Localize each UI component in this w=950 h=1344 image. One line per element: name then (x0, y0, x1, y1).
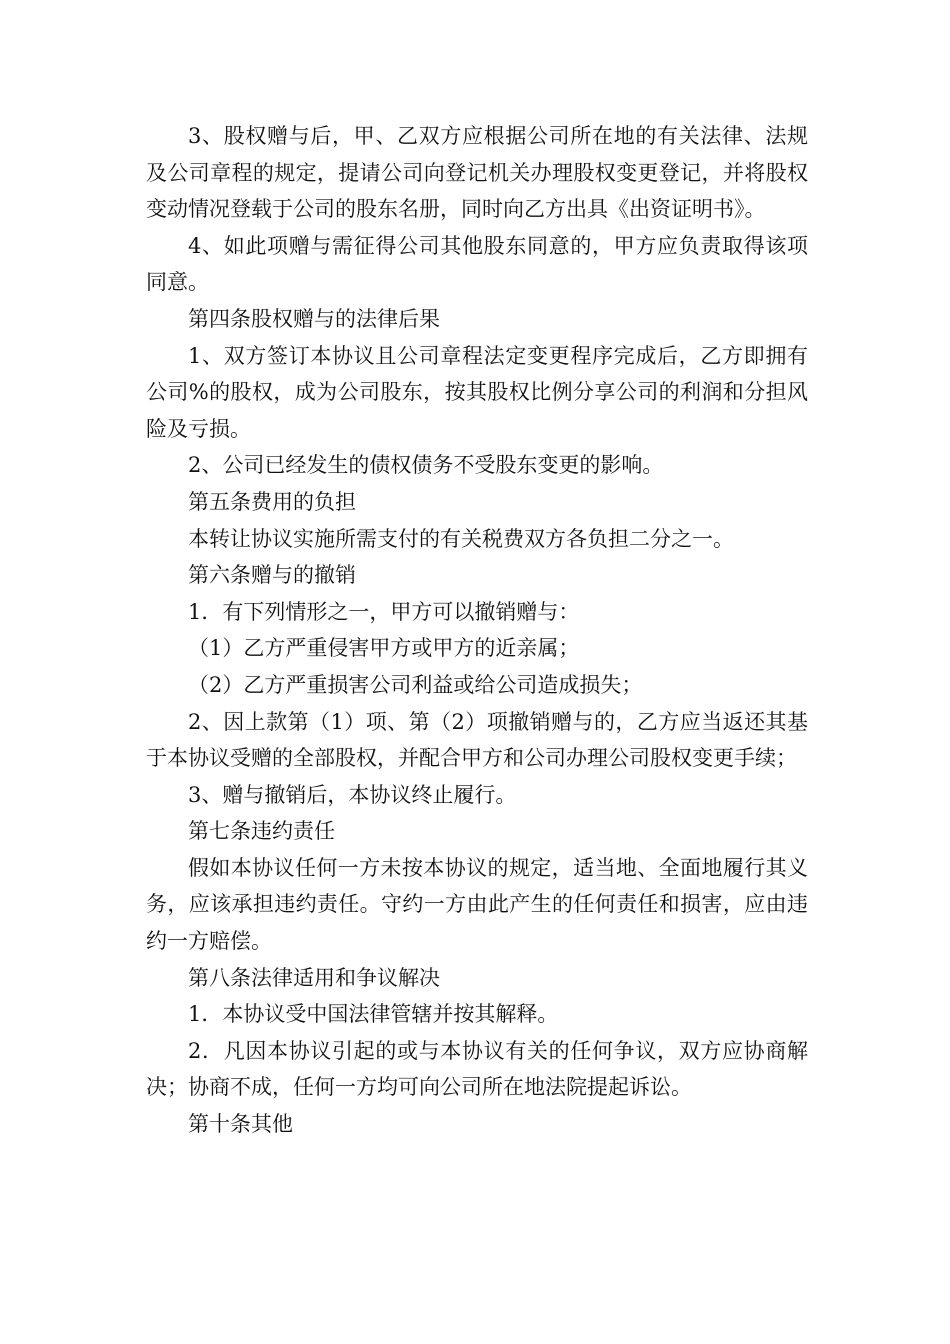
section-heading-article-5: 第五条费用的负担 (188, 489, 356, 514)
paragraph-dispute-resolution: 2．凡因本协议引起的或与本协议有关的任何争议，双方应协商解决；协商不成，任何一方均可向公司所在地法院提起诉讼。 (146, 1038, 808, 1100)
paragraph-revocation-item-1: （1）乙方严重侵害甲方或甲方的近亲属； (188, 636, 580, 661)
paragraph-debts: 2、公司已经发生的债权债务不受股东变更的影响。 (188, 453, 664, 478)
document-body (146, 118, 808, 1143)
section-heading-article-10: 第十条其他 (188, 1112, 293, 1137)
paragraph-revocation-conditions: 1．有下列情形之一，甲方可以撤销赠与： (188, 599, 580, 624)
section-heading-article-7: 第七条违约责任 (188, 819, 335, 844)
paragraph-governing-law: 1．本协议受中国法律管辖并按其解释。 (188, 1002, 559, 1027)
paragraph-revocation-item-2: （2）乙方严重损害公司利益或给公司造成损失； (188, 672, 643, 697)
paragraph-equity-ownership: 1、双方签订本协议且公司章程法定变更程序完成后，乙方即拥有公司%的股权，成为公司股东，按其股权比例分享公司的利润和分担风险及亏损。 (146, 343, 808, 441)
section-heading-article-6: 第六条赠与的撤销 (188, 563, 356, 588)
paragraph-taxes: 本转让协议实施所需支付的有关税费双方各负担二分之一。 (188, 526, 734, 551)
paragraph-return-equity: 2、因上款第（1）项、第（2）项撤销赠与的，乙方应当返还其基于本协议受赠的全部股权，并配合甲方和公司办理公司股权变更手续； (146, 709, 808, 771)
paragraph-breach-liability: 假如本协议任何一方未按本协议的规定，适当地、全面地履行其义务，应该承担违约责任。守约一方由此产生的任何责任和损害，应由违约一方赔偿。 (146, 855, 808, 954)
paragraph-registration: 3、股权赠与后，甲、乙双方应根据公司所在地的有关法律、法规及公司章程的规定，提请公司向登记机关办理股权变更登记，并将股权变动情况登载于公司的股东名册，同时向乙方出具《出资证明书》。 (146, 124, 808, 222)
paragraph-termination: 3、赠与撤销后，本协议终止履行。 (188, 782, 517, 807)
section-heading-article-4: 第四条股权赠与的法律后果 (188, 306, 440, 331)
paragraph-shareholder-consent: 4、如此项赠与需征得公司其他股东同意的，甲方应负责取得该项同意。 (146, 233, 808, 295)
section-heading-article-8: 第八条法律适用和争议解决 (188, 965, 440, 990)
